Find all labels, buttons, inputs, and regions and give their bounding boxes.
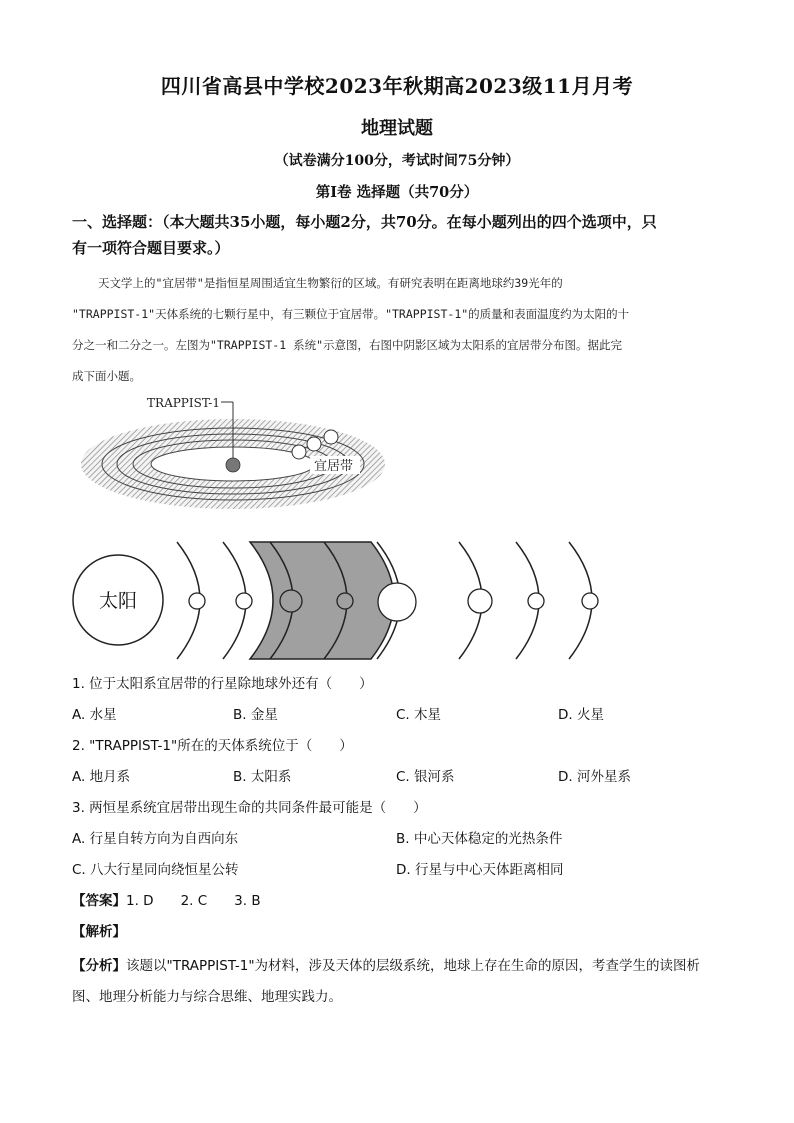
fenxi-line-2: 图、地理分析能力与综合思维、地理实践力。 xyxy=(72,989,342,1005)
question-1-option-a[interactable]: A. 水星 xyxy=(72,707,117,723)
planet-mercury xyxy=(189,593,205,609)
solar-system-habitable-zone-diagram xyxy=(66,540,606,665)
question-1-stem: 1. 位于太阳系宜居带的行星除地球外还有（ ） xyxy=(72,676,373,692)
question-3-stem: 3. 两恒星系统宜居带出现生命的共同条件最可能是（ ） xyxy=(72,800,427,816)
planet-3 xyxy=(324,430,338,444)
question-2-option-b[interactable]: B. 太阳系 xyxy=(233,769,292,785)
habitable-zone-label: 宜居带 xyxy=(314,459,354,474)
planet-venus xyxy=(236,593,252,609)
question-3-option-c[interactable]: C. 八大行星同向绕恒星公转 xyxy=(72,862,239,878)
instructions xyxy=(72,209,732,261)
exam-note: （试卷满分100分，考试时间75分钟） xyxy=(274,153,520,169)
question-2-stem: 2. "TRAPPIST-1"所在的天体系统位于（ ） xyxy=(72,738,353,754)
sun-label: 太阳 xyxy=(98,590,138,612)
passage-line-4: 成下面小题。 xyxy=(72,369,141,383)
answer-values: 1. D 2. C 3. B xyxy=(126,893,261,909)
question-3-option-b[interactable]: B. 中心天体稳定的光热条件 xyxy=(396,831,563,847)
planet-neptune xyxy=(582,593,598,609)
passage-line-3: 分之一和二分之一。左图为"TRAPPIST-1 系统"示意图，右图中阴影区域为太阳系的宜居带分布图。据此完 xyxy=(72,338,623,352)
passage-line-1: 天文学上的"宜居带"是指恒星周围适宜生物繁衍的区域。有研究表明在距离地球约39光年的 xyxy=(98,276,563,290)
planet-1 xyxy=(292,445,306,459)
section-heading: 第Ⅰ卷 选择题（共70分） xyxy=(315,184,479,201)
planet-earth xyxy=(280,590,302,612)
planet-mars xyxy=(337,593,353,609)
answer-tag: 【答案】 xyxy=(72,893,126,909)
trappist-1-star xyxy=(226,458,240,472)
question-2-option-d[interactable]: D. 河外星系 xyxy=(558,769,631,785)
fenxi-line-1: 该题以"TRAPPIST-1"为材料，涉及天体的层级系统，地球上存在生命的原因，考查学生的读图析 xyxy=(126,958,701,974)
question-2-option-c[interactable]: C. 银河系 xyxy=(396,769,455,785)
exam-title: 四川省高县中学校2023年秋期高2023级11月月考 xyxy=(160,74,634,98)
subject-title: 地理试题 xyxy=(361,118,433,139)
fenxi-tag: 【分析】 xyxy=(72,958,126,974)
habitable-zone-band xyxy=(250,542,394,659)
question-3-option-d[interactable]: D. 行星与中心天体距离相同 xyxy=(396,862,564,878)
planet-2 xyxy=(307,437,321,451)
analysis-tag: 【解析】 xyxy=(72,924,126,940)
fenxi-block xyxy=(72,951,732,1013)
question-2-option-a[interactable]: A. 地月系 xyxy=(72,769,131,785)
star-label: TRAPPIST-1 xyxy=(147,396,220,410)
planet-saturn xyxy=(468,589,492,613)
planet-uranus xyxy=(528,593,544,609)
passage-line-2: "TRAPPIST-1"天体系统的七颗行星中，有三颗位于宜居带。"TRAPPIST-1"的质量和表面温度约为太阳的十 xyxy=(72,307,630,321)
answer-block xyxy=(72,889,261,909)
question-1-option-d[interactable]: D. 火星 xyxy=(558,707,604,723)
instructions-line-1: 一、选择题：（本大题共35小题，每小题2分，共70分。在每小题列出的四个选项中，只 xyxy=(72,213,657,231)
question-1-option-c[interactable]: C. 木星 xyxy=(396,707,442,723)
question-3-option-a[interactable]: A. 行星自转方向为自西向东 xyxy=(72,831,239,847)
trappist-1-system-diagram xyxy=(78,392,388,512)
instructions-line-2: 有一项符合题目要求。） xyxy=(72,239,230,257)
planet-jupiter xyxy=(378,583,416,621)
passage xyxy=(72,268,722,392)
question-1-option-b[interactable]: B. 金星 xyxy=(233,707,278,723)
